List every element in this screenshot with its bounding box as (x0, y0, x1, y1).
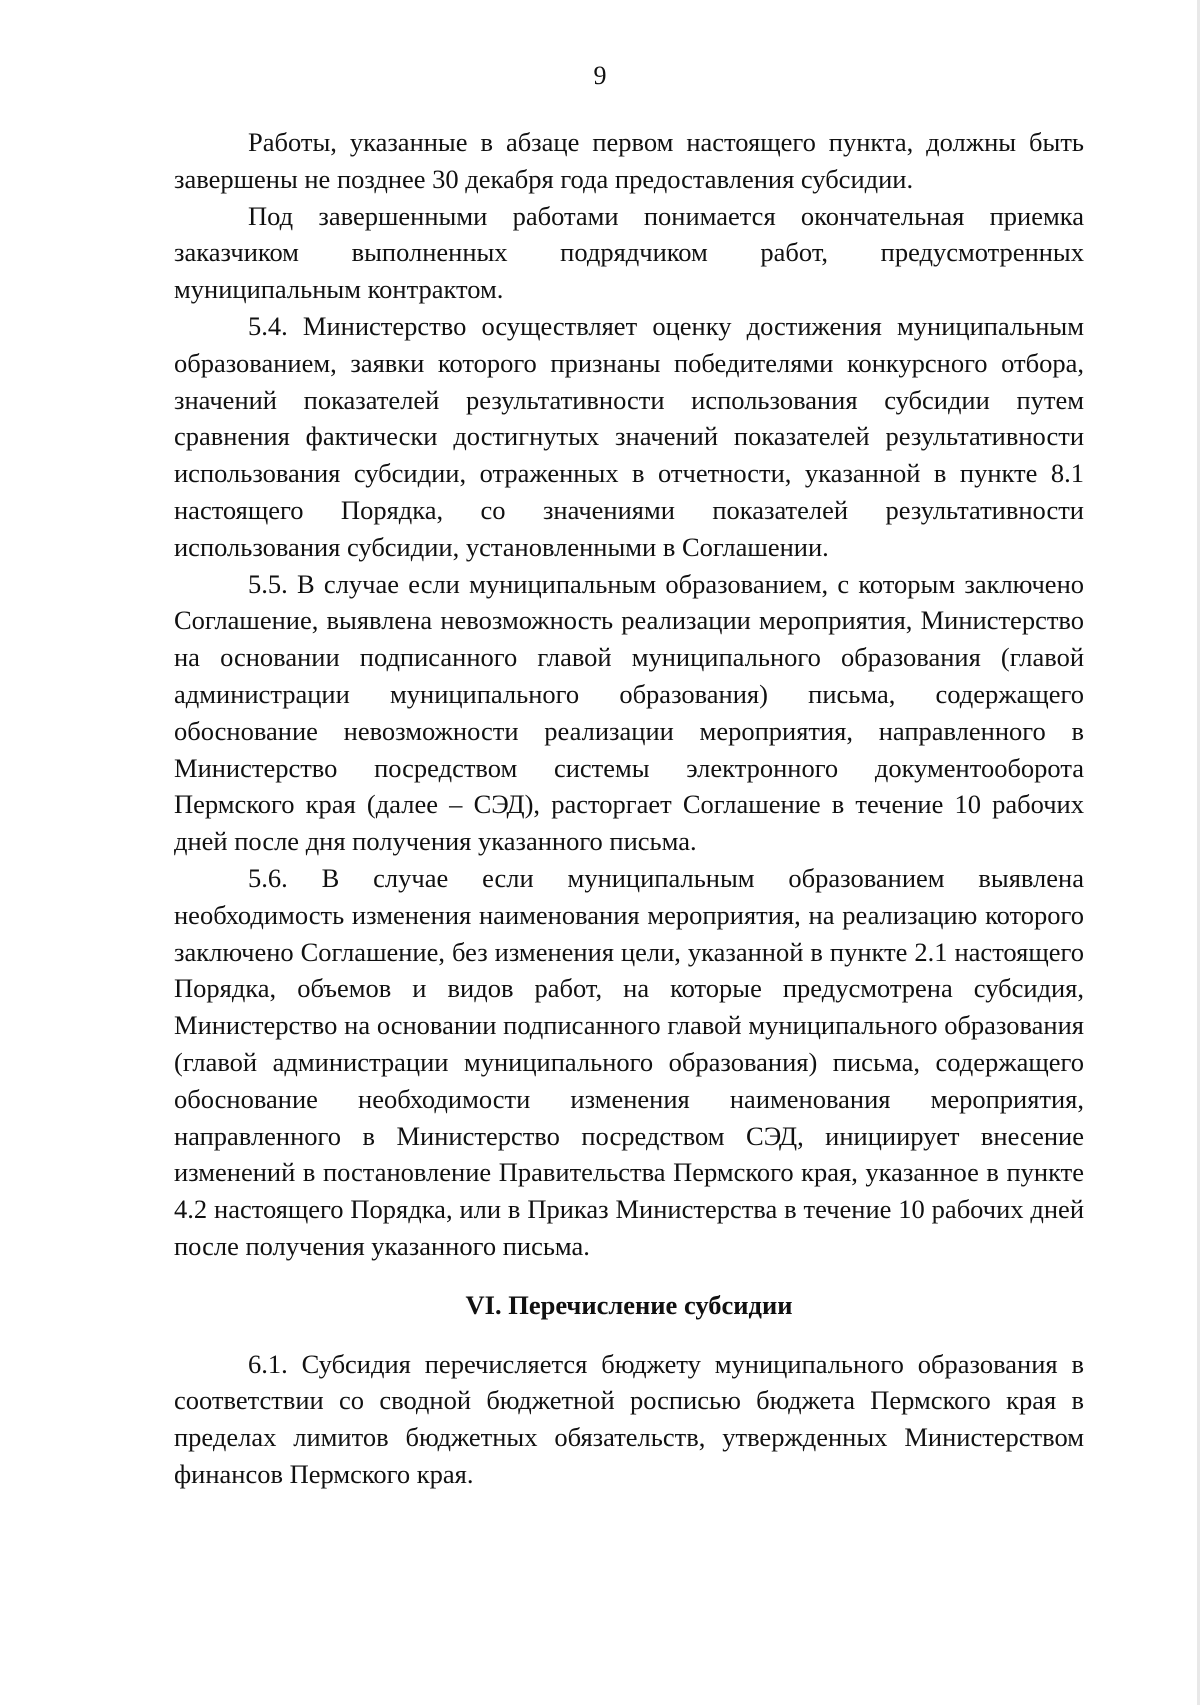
paragraph-completed-works: Под завершенными работами понимается окончательная приемка заказчиком выполненных подрядчиком работ, предусмотренных муниципальным контрактом. (174, 200, 1084, 305)
paragraph-6-1: 6.1. Субсидия перечисляется бюджету муниципального образования в соответствии со сводной бюджетной росписью бюджета Пермского края в пределах лимитов бюджетных обязательств, утвержденных Министерством финансов Пермского края. (174, 1348, 1084, 1489)
paragraph-5-5: 5.5. В случае если муниципальным образованием, с которым заключено Соглашение, выявлена невозможность реализации мероприятия, Министерство на основании подписанного главой муниципального образования (главой администрации муниципального образования) письма, содержащего обоснование невозможности реализации мероприятия, направленного в Министерство посредством системы электронного документооборота Пермского края (далее – СЭД), расторгает Соглашение в течение 10 рабочих дней после дня получения указанного письма. (174, 568, 1084, 857)
section-heading: VI. Перечисление субсидии (465, 1289, 793, 1320)
paragraph-5-6: 5.6. В случае если муниципальным образованием выявлена необходимость изменения наименования мероприятия, на реализацию которого заключено Соглашение, без изменения цели, указанной в пункте 2.1 настоящего Порядка, объемов и видов работ, на которые предусмотрена субсидия, Министерство на основании подписанного главой муниципального образования (главой администрации муниципального образования) письма, содержащего обоснование необходимости изменения наименования мероприятия, направленного в Министерство посредством СЭД, инициирует внесение изменений в постановление Правительства Пермского края, указанное в пункте 4.2 настоящего Порядка, или в Приказ Министерства в течение 10 рабочих дней после получения указанного письма. (174, 862, 1084, 1261)
document-body (174, 124, 1084, 1493)
paragraph-5-4: 5.4. Министерство осуществляет оценку достижения муниципальным образованием, заявки которого признаны победителями конкурсного отбора, значений показателей результативности использования субсидии путем сравнения фактически достигнутых значений показателей результативности использования субсидии, отраженных в отчетности, указанной в пункте 8.1 настоящего Порядка, со значениями показателей результативности использования субсидии, установленными в Соглашении. (174, 310, 1084, 562)
paragraph-works-deadline: Работы, указанные в абзаце первом настоящего пункта, должны быть завершены не позднее 30 декабря года предоставления субсидии. (174, 127, 1084, 194)
page-number: 9 (593, 61, 607, 90)
